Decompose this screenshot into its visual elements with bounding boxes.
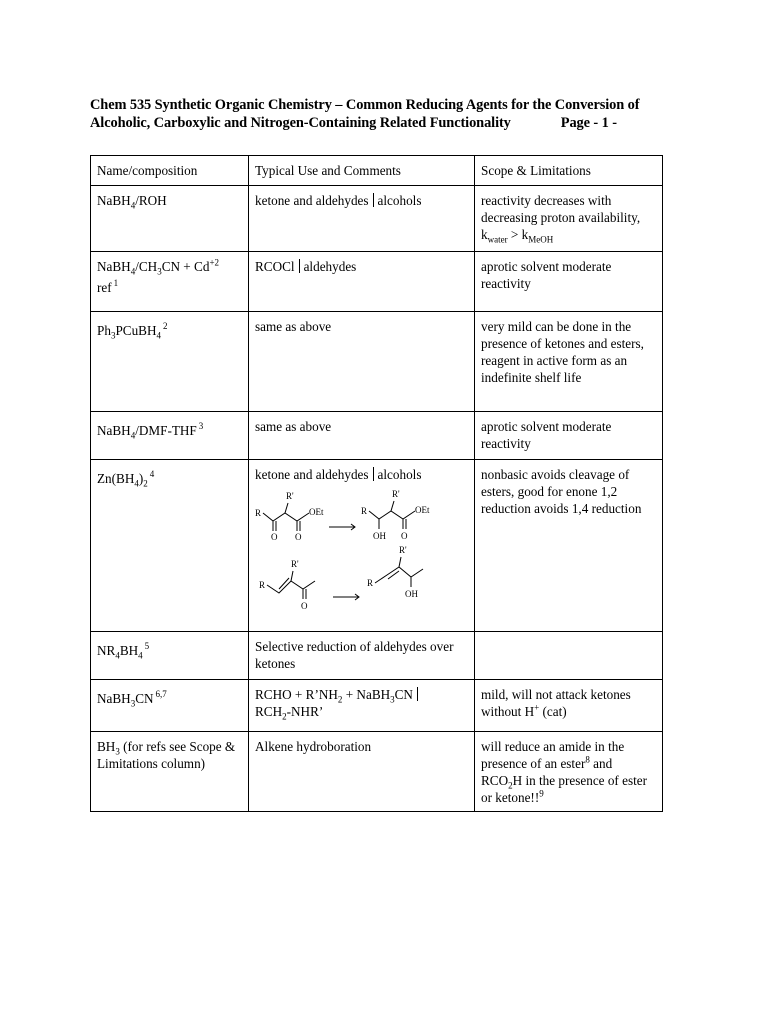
reaction-scheme <box>255 489 468 617</box>
label-r-prime: R' <box>291 559 299 569</box>
cell-use: Alkene hydroboration <box>249 732 475 812</box>
cell-scope <box>475 632 663 680</box>
cell-scope: very mild can be done in the presence of ketones and esters, reagent in active form as an indefinite shelf life <box>475 312 663 412</box>
label-r: R <box>255 508 262 518</box>
arrow-bar-icon <box>373 193 374 207</box>
header-name: Name/composition <box>91 156 249 186</box>
reducing-agents-table <box>90 155 663 812</box>
label-oet: OEt <box>309 507 324 517</box>
hydroxyester-structure <box>369 501 415 529</box>
label-o: O <box>401 531 408 541</box>
arrow-bar-icon <box>299 259 300 273</box>
table-row <box>91 186 663 252</box>
cell-use: RCOCl aldehydes <box>249 252 475 312</box>
cell-name: $Ph_3PCuBH_4^2$ <box>91 312 249 412</box>
label-r-prime: R' <box>392 489 400 499</box>
label-r: R <box>361 506 368 516</box>
cell-use: Selective reduction of aldehydes over ketones <box>249 632 475 680</box>
ketoester-structure <box>263 503 309 531</box>
label-oh: OH <box>373 531 386 541</box>
arrow-right-icon <box>333 594 359 600</box>
cell-use: ketone and aldehydes alcohols <box>249 186 475 252</box>
cell-scope: aprotic solvent moderate reactivity <box>475 412 663 460</box>
arrow-bar-icon <box>373 467 374 481</box>
cell-use: same as above <box>249 312 475 412</box>
table-row <box>91 680 663 732</box>
label-r: R <box>367 578 374 588</box>
cell-name: $Zn(BH_4)_2^4$ <box>91 460 249 632</box>
title-line-1: Chem 535 Synthetic Organic Chemistry – Common Reducing Agents for the Conversion of <box>90 97 640 113</box>
cell-scope: mild, will not attack ketones without H+ (cat) <box>475 680 663 732</box>
cell-name: $NaBH_4/CH_3CN + Cd^{+2}$ ref $^1$ <box>91 252 249 312</box>
label-o: O <box>301 601 308 611</box>
cell-name: NaBH$_4$/ROH <box>91 186 249 252</box>
label-r-prime: R' <box>399 545 407 555</box>
cell-name: NaBH$_4$/DMF-THF $^3$ <box>91 412 249 460</box>
label-o: O <box>271 532 278 542</box>
page-number: Page - 1 - <box>560 115 617 131</box>
cell-name: $BH_3$ (for refs see Scope & Limitations column) <box>91 732 249 812</box>
label-o: O <box>295 532 302 542</box>
table-row <box>91 632 663 680</box>
cell-name: $NR_4BH_4^5$ <box>91 632 249 680</box>
table-row <box>91 732 663 812</box>
label-oet: OEt <box>415 505 430 515</box>
header-use: Typical Use and Comments <box>249 156 475 186</box>
cell-scope: will reduce an amide in the presence of an ester$^8$ and $RCO_2H$ in the presence of ester or ketone!!$^9$ <box>475 732 663 812</box>
cell-name: NaBH$_3$CN $^{6,7}$ <box>91 680 249 732</box>
arrow-bar-icon <box>417 687 418 701</box>
table-row <box>91 460 663 632</box>
table-row <box>91 252 663 312</box>
label-r: R <box>259 580 266 590</box>
cell-use: same as above <box>249 412 475 460</box>
allylic-alcohol-structure <box>375 557 423 587</box>
cell-scope: nonbasic avoids cleavage of esters, good for enone 1,2 reduction avoids 1,4 reduction <box>475 460 663 632</box>
title-line-2: Alcoholic, Carboxylic and Nitrogen-Containing Related Functionality <box>90 115 511 131</box>
header-scope: Scope & Limitations <box>475 156 663 186</box>
cell-scope: reactivity decreases with decreasing proton availability, $k_{water} > k_{MeOH}$ <box>475 186 663 252</box>
cell-use: RCHO + $R’NH_2$ + NaBH$_3$CN $RCH_2$-NHR’ <box>249 680 475 732</box>
label-oh: OH <box>405 589 418 599</box>
cell-use: ketone and aldehydes alcohols R R' OEt O O R R' OEt OH O R R' O R R' OH <box>249 460 475 632</box>
table-row <box>91 412 663 460</box>
document-title <box>90 96 690 132</box>
table-row <box>91 312 663 412</box>
label-r-prime: R' <box>286 491 294 501</box>
cell-scope: aprotic solvent moderate reactivity <box>475 252 663 312</box>
enone-structure <box>267 571 315 599</box>
arrow-right-icon <box>329 524 355 530</box>
table-header-row <box>91 156 663 186</box>
